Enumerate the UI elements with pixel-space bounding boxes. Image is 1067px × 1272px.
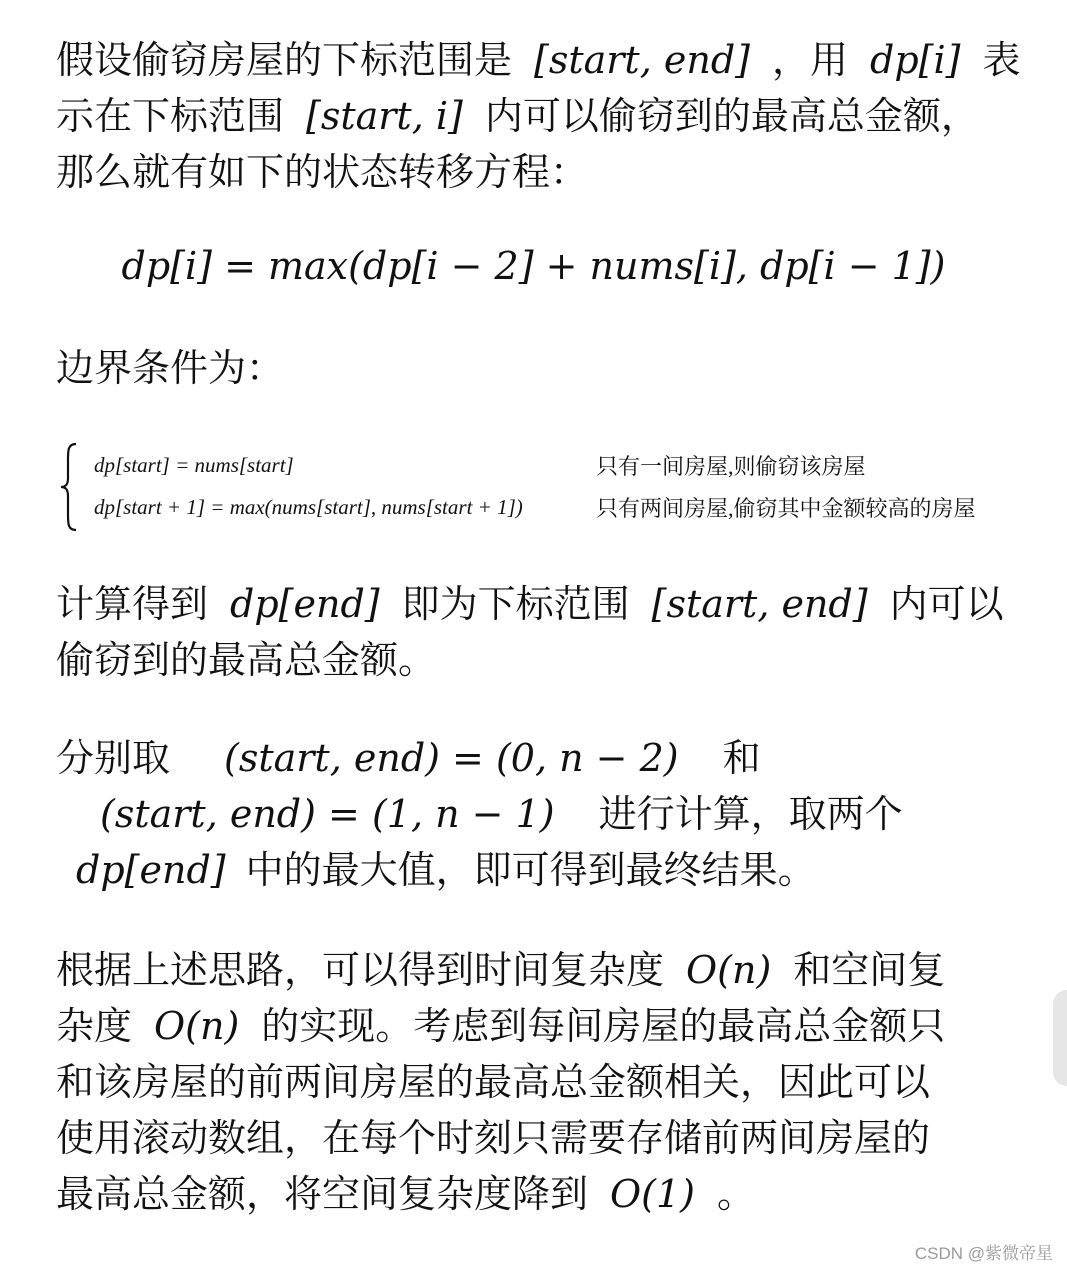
math-complexity: O(n) [154, 1004, 240, 1048]
text: 最高总金额，将空间复杂度降到 [56, 1172, 589, 1216]
paragraph-4-line-3 [56, 842, 1016, 898]
scrollbar-thumb[interactable] [1053, 990, 1067, 1086]
case-2-formula: dp[start + 1] = max(nums[start], nums[start + 1]) [94, 495, 523, 519]
boundary-title: 边界条件为： [56, 346, 285, 390]
paragraph-4-line-1 [56, 730, 1016, 786]
text: 计算得到 [56, 582, 209, 626]
text: 假设偷窃房屋的下标范围是 [56, 38, 513, 82]
paragraph-5-line-1 [56, 942, 1016, 998]
text: 和空间复 [793, 948, 946, 992]
text: 中的最大值，即可得到最终结果。 [245, 848, 816, 892]
text: 示在下标范围 [56, 94, 285, 138]
text: 和 [722, 736, 761, 780]
paragraph-5-line-3: 和该房屋的前两间房屋的最高总金额相关，因此可以 [56, 1060, 931, 1104]
math-range-1: (start, end) = (0, n − 2) [224, 736, 679, 780]
math-complexity: O(n) [686, 948, 772, 992]
math-dp-i: dp[i] [870, 38, 961, 82]
paragraph-3-line-2: 偷窃到的最高总金额。 [56, 638, 437, 682]
text: 根据上述思路，可以得到时间复杂度 [56, 948, 665, 992]
math-range: [start, end] [534, 38, 750, 82]
text: ，用 [771, 38, 848, 82]
math-dp-end: dp[end] [230, 582, 380, 626]
paragraph-1-line-3: 那么就有如下的状态转移方程： [56, 150, 589, 194]
watermark: CSDN @紫微帝星 [914, 1244, 1053, 1263]
case-1-formula: dp[start] = nums[start] [94, 453, 294, 477]
text: 内可以 [889, 582, 1004, 626]
math-range: [start, end] [651, 582, 868, 626]
text: 分别取 [56, 736, 171, 780]
text: 杂度 [56, 1004, 133, 1048]
text: 内可以偷窃到的最高总金额， [484, 94, 979, 138]
math-complexity-constant: O(1) [610, 1172, 695, 1216]
math-range-i: [start, i] [306, 94, 463, 138]
math-dp-end: dp[end] [76, 848, 226, 892]
state-transition-equation: dp[i] = max(dp[i − 2] + nums[i], dp[i − 1]) [121, 244, 946, 288]
paragraph-5-line-2 [56, 998, 1016, 1054]
paragraph-5-line-5 [56, 1166, 1016, 1222]
math-range-2: (start, end) = (1, n − 1) [100, 792, 555, 836]
paragraph-3-line-1 [56, 576, 1016, 632]
left-brace-icon [58, 442, 80, 532]
text: 。 [717, 1172, 756, 1216]
paragraph-4-line-2 [56, 786, 1016, 842]
text: 即为下标范围 [401, 582, 630, 626]
text: 进行计算，取两个 [598, 792, 903, 836]
boundary-cases [58, 440, 1018, 532]
paragraph-1-line-1 [56, 32, 1021, 88]
case-2-note: 只有两间房屋,偷窃其中金额较高的房屋 [596, 496, 976, 521]
case-1-note: 只有一间房屋,则偷窃该房屋 [596, 454, 866, 479]
text: 表 [982, 38, 1021, 82]
paragraph-5-line-4: 使用滚动数组，在每个时刻只需要存储前两间房屋的 [56, 1116, 931, 1160]
text: 的实现。考虑到每间房屋的最高总金额只 [261, 1004, 946, 1048]
paragraph-1-line-2 [56, 88, 1016, 144]
